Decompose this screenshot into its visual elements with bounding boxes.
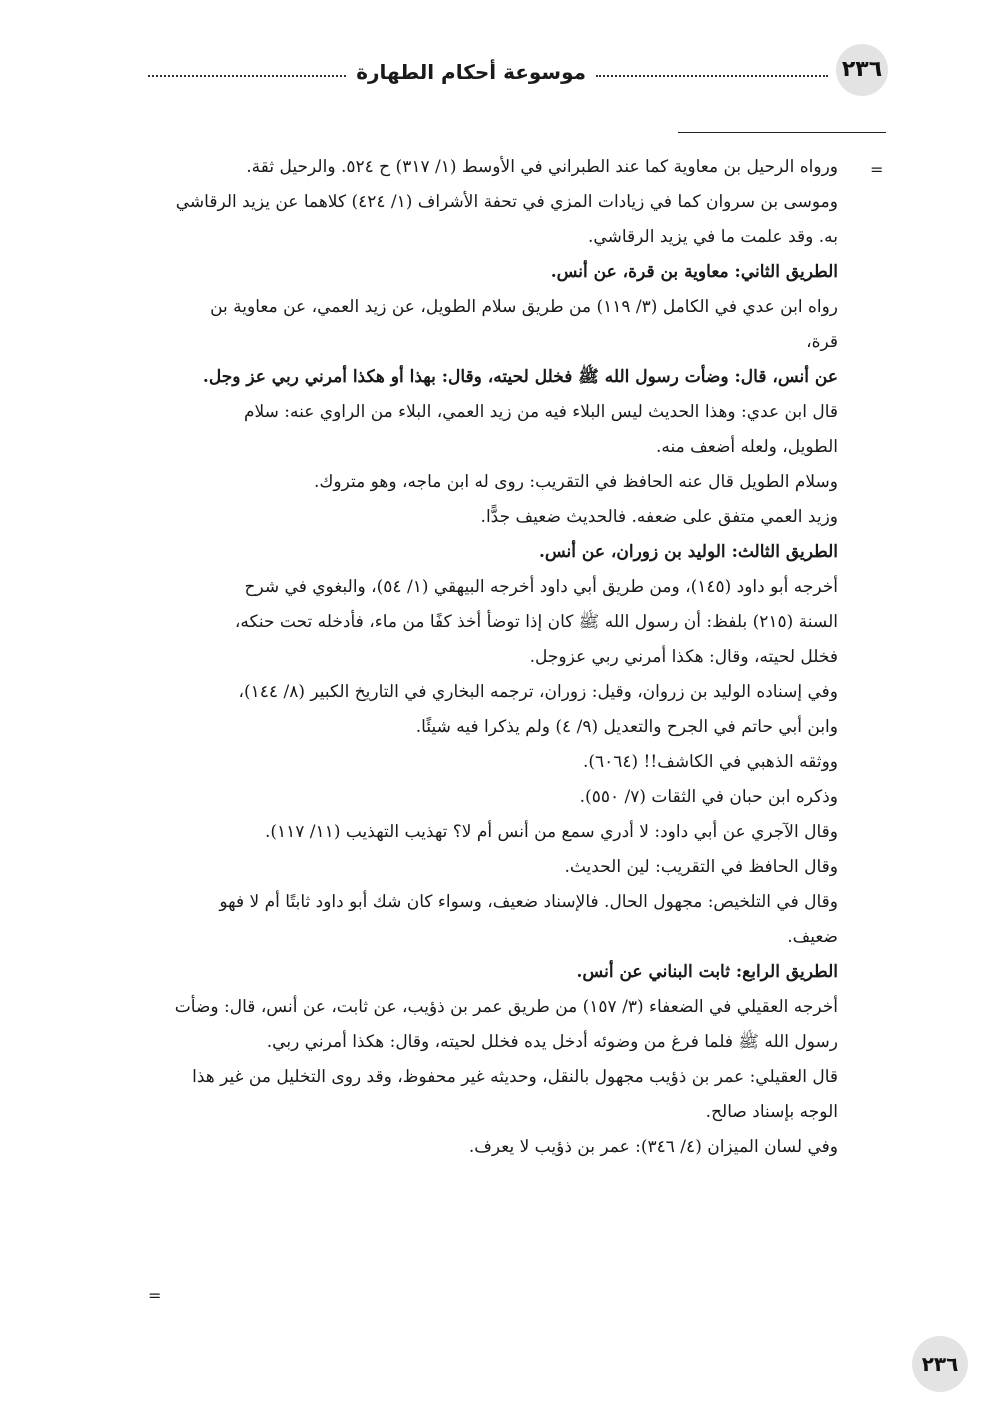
section-heading-line: الطريق الثالث: الوليد بن زوران، عن أنس. bbox=[538, 542, 838, 562]
text-line: الطويل، ولعله أضعف منه. bbox=[656, 437, 838, 457]
text-line: به. وقد علمت ما في يزيد الرقاشي. bbox=[588, 227, 838, 247]
text-line: وقال الآجري عن أبي داود: لا أدري سمع من أنس أم لا؟ تهذيب التهذيب (١١/ ١١٧). bbox=[264, 822, 838, 842]
section-heading-line: عن أنس، قال: وضأت رسول الله ﷺ فخلل لحيته، وقال: بهذا أو هكذا أمرني ربي عز وجل. bbox=[202, 367, 838, 387]
text-line: قرة، bbox=[806, 332, 838, 352]
section-heading-line: الطريق الثاني: معاوية بن قرة، عن أنس. bbox=[550, 262, 838, 282]
text-line: وسلام الطويل قال عنه الحافظ في التقريب: روى له ابن ماجه، وهو متروك. bbox=[313, 472, 838, 492]
page-number-footer: ٢٣٦ bbox=[912, 1336, 968, 1392]
text-line: قال العقيلي: عمر بن ذؤيب مجهول بالنقل، وحديثه غير محفوظ، وقد روى التخليل من غير هذا bbox=[192, 1067, 838, 1087]
header-dots-right bbox=[596, 75, 828, 77]
page-number-badge: ٢٣٦ bbox=[836, 44, 888, 96]
text-line: ورواه الرحيل بن معاوية كما عند الطبراني في الأوسط (١/ ٣١٧) ح ٥٢٤. والرحيل ثقة. bbox=[246, 157, 838, 177]
text-line: وفي إسناده الوليد بن زروان، وقيل: زوران، ترجمه البخاري في التاريخ الكبير (٨/ ١٤٤)، bbox=[238, 682, 838, 702]
text-line: وزيد العمي متفق على ضعفه. فالحديث ضعيف جدًّا. bbox=[480, 507, 838, 527]
text-line: وذكره ابن حبان في الثقات (٧/ ٥٥٠). bbox=[579, 787, 838, 807]
text-line: فخلل لحيته، وقال: هكذا أمرني ربي عزوجل. bbox=[529, 647, 838, 667]
continuation-mark-bottom: = bbox=[148, 1286, 162, 1305]
footnote-rule bbox=[678, 132, 886, 133]
text-line: قال ابن عدي: وهذا الحديث ليس البلاء فيه من زيد العمي، البلاء من الراوي عنه: سلام bbox=[243, 402, 838, 422]
text-line: الوجه بإسناد صالح. bbox=[705, 1102, 838, 1122]
text-line: وقال في التلخيص: مجهول الحال. فالإسناد ضعيف، وسواء كان شك أبو داود ثابتًا أم لا فهو bbox=[219, 892, 838, 912]
text-line: وفي لسان الميزان (٤/ ٣٤٦): عمر بن ذؤيب لا يعرف. bbox=[468, 1137, 838, 1157]
running-header bbox=[148, 56, 828, 88]
text-line: أخرجه أبو داود (١٤٥)، ومن طريق أبي داود أخرجه البيهقي (١/ ٥٤)، والبغوي في شرح bbox=[244, 577, 838, 597]
header-dots-left bbox=[148, 75, 346, 77]
text-line: رواه ابن عدي في الكامل (٣/ ١١٩) من طريق سلام الطويل، عن زيد العمي، عن معاوية بن bbox=[210, 297, 838, 317]
text-line: السنة (٢١٥) بلفظ: أن رسول الله ﷺ كان إذا توضأ أخذ كفًا من ماء، فأدخله تحت حنكه، bbox=[234, 612, 838, 632]
text-line: ووثقه الذهبي في الكاشف!! (٦٠٦٤). bbox=[582, 752, 838, 772]
footnote-body bbox=[146, 150, 838, 1165]
text-line: ضعيف. bbox=[787, 927, 838, 947]
continuation-mark-top: = bbox=[870, 160, 884, 179]
text-line: رسول الله ﷺ فلما فرغ من وضوئه أدخل يده فخلل لحيته، وقال: هكذا أمرني ربي. bbox=[266, 1032, 838, 1052]
text-line: أخرجه العقيلي في الضعفاء (٣/ ١٥٧) من طريق عمر بن ذؤيب، عن ثابت، عن أنس، قال: وضأت bbox=[174, 997, 838, 1017]
section-heading-line: الطريق الرابع: ثابت البناني عن أنس. bbox=[576, 962, 838, 982]
text-line: وابن أبي حاتم في الجرح والتعديل (٩/ ٤) ولم يذكرا فيه شيئًا. bbox=[415, 717, 838, 737]
book-title: موسوعة أحكام الطهارة bbox=[356, 60, 586, 84]
text-line: وموسى بن سروان كما في زيادات المزي في تحفة الأشراف (١/ ٤٢٤) كلاهما عن يزيد الرقاشي bbox=[175, 192, 838, 212]
text-line: وقال الحافظ في التقريب: لين الحديث. bbox=[564, 857, 838, 877]
